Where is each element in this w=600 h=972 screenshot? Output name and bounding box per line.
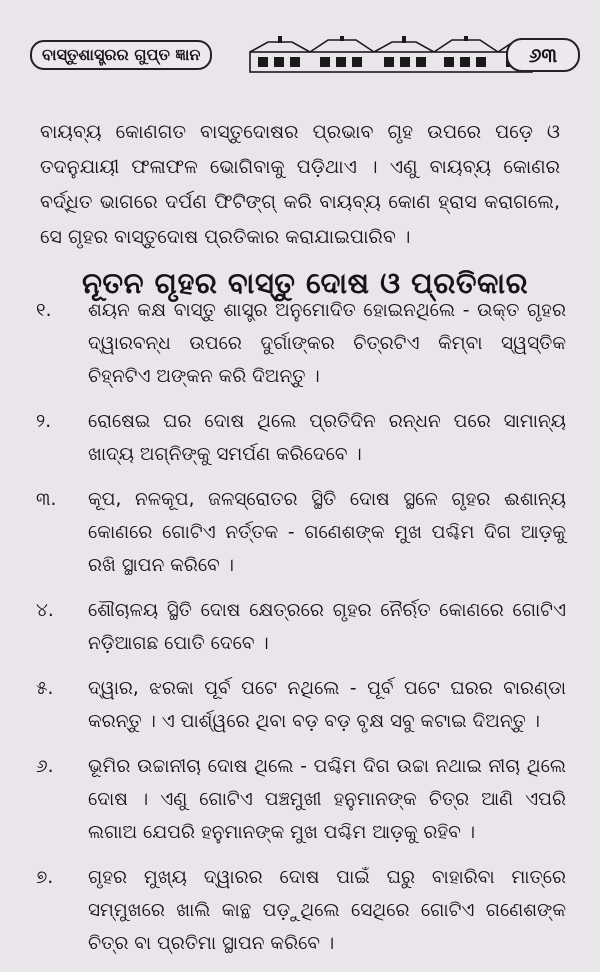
item-number: ୫. bbox=[36, 678, 54, 699]
house-row-icon bbox=[248, 36, 534, 74]
item-text: ରୋଷେଇ ଘର ଦୋଷ ଥିଲେ ପ୍ରତିଦିନ ରନ୍ଧନ ପରେ ସାମାନ୍ୟ ଖାଦ୍ୟ ଅଗ୍ନିଙ୍କୁ ସମର୍ପଣ କରିଦେବେ । bbox=[88, 411, 566, 465]
item-text: କୂପ, ନଳକୂପ, ଜଳସ୍ରୋତର ସ୍ଥିତି ଦୋଷ ସ୍ଥଳେ ଗୃହର ଈଶାନ୍ୟ କୋଣରେ ଗୋଟିଏ ନର୍ତ୍ତକ - ଗଣେଶଙ୍କ ମୁଖ ପଶ୍ଚିମ ଦିଗ ଆଡ଼କୁ ରଖି ସ୍ଥାପନ କରିବେ । bbox=[88, 489, 566, 576]
list-item bbox=[36, 405, 566, 471]
list-item bbox=[36, 594, 566, 660]
list-item bbox=[36, 483, 566, 582]
item-number: ୪. bbox=[36, 600, 54, 621]
list-item bbox=[36, 750, 566, 849]
item-number: ୨. bbox=[36, 411, 52, 432]
item-number: ୩. bbox=[36, 489, 57, 510]
page-header bbox=[30, 34, 580, 74]
list-item bbox=[36, 294, 566, 393]
item-text: ଭୂମିର ଉଚ୍ଚାନୀଚା ଦୋଷ ଥିଲେ - ପଶ୍ଚିମ ଦିଗ ଉଚ୍ଚା ନଥାଇ ନୀଚା ଥିଲେ ଦୋଷ । ଏଣୁ ଗୋଟିଏ ପଞ୍ଚମୁଖୀ ହନୁମାନଙ୍କ ଚିତ୍ର ଆଣି ଏପରି ଲଗାଅ ଯେପରି ହନୁମାନଙ୍କ ମୁଖ ପଶ୍ଚିମ ଆଡ଼କୁ ରହିବ । bbox=[88, 756, 566, 843]
book-title: ବାସ୍ତୁଶାସ୍ତ୍ରର ଗୁପ୍ତ ଜ୍ଞାନ bbox=[30, 40, 212, 70]
list-item bbox=[36, 861, 566, 960]
item-text: ଗୃହର ମୁଖ୍ୟ ଦ୍ୱାରର ଦୋଷ ପାଇଁ ଘରୁ ବାହାରିବା ମାତ୍ରେ ସମ୍ମୁଖରେ ଖାଲି କାନ୍ଥ ପଡ଼ୁଥିଲେ ସେଥିରେ ଗୋଟିଏ ଗଣେଶଙ୍କ ଚିତ୍ର ବା ପ୍ରତିମା ସ୍ଥାପନ କରିବେ । bbox=[88, 867, 566, 954]
item-text: ଶୟନ କକ୍ଷ ବାସ୍ତୁ ଶାସ୍ତ୍ର ଅନୁମୋଦିତ ହୋଇନଥିଲେ - ଉକ୍ତ ଗୃହର ଦ୍ୱାରବନ୍ଧ ଉପରେ ଦୁର୍ଗାଙ୍କର ଚିତ୍ରଟିଏ କିମ୍ବା ସ୍ୱସ୍ତିକ ଚିହ୍ନଟିଏ ଅଙ୍କନ କରି ଦିଅନ୍ତୁ । bbox=[88, 300, 566, 387]
page-number: ୬୩ bbox=[506, 38, 580, 72]
item-number: ୧. bbox=[36, 300, 52, 321]
intro-paragraph: ବାୟବ୍ୟ କୋଣଗତ ବାସ୍ତୁଦୋଷର ପ୍ରଭାବ ଗୃହ ଉପରେ ପଡ଼େ ଓ ତଦନୁଯାୟୀ ଫଳାଫଳ ଭୋଗିବାକୁ ପଡ଼ିଥାଏ । ଏଣୁ ବାୟବ୍ୟ କୋଣର ବର୍ଦ୍ଧିତ ଭାଗରେ ଦର୍ପଣ ଫିଟିଙ୍ଗ୍ କରି ବାୟବ୍ୟ କୋଣ ହ୍ରାସ କରାଗଲେ, ସେ ଗୃହର ବାସ୍ତୁଦୋଷ ପ୍ରତିକାର କରାଯାଇପାରିବ । bbox=[40, 121, 560, 248]
item-number: ୭. bbox=[36, 867, 54, 888]
item-text: ଶୌଚାଳୟ ସ୍ଥିତି ଦୋଷ କ୍ଷେତ୍ରରେ ଗୃହର ନୈର୍ଋତ କୋଣରେ ଗୋଟିଏ ନଡ଼ିଆଗଛ ପୋତି ଦେବେ । bbox=[88, 600, 566, 654]
item-text: ଦ୍ୱାର, ଝରକା ପୂର୍ବ ପଟେ ନଥିଲେ - ପୂର୍ବ ପଟେ ଘରର ବାରଣ୍ଡା କରନ୍ତୁ । ଏ ପାର୍ଶ୍ୱରେ ଥିବା ବଡ଼ ବଡ଼ ବୃକ୍ଷ ସବୁ କଟାଇ ଦିଅନ୍ତୁ । bbox=[88, 678, 566, 732]
item-number: ୬. bbox=[36, 756, 54, 777]
list-item bbox=[36, 672, 566, 738]
section-title: ନୂତନ ଗୃହର ବାସ୍ତୁ ଦୋଷ ଓ ପ୍ରତିକାର bbox=[81, 266, 529, 301]
remedy-list bbox=[36, 294, 566, 972]
